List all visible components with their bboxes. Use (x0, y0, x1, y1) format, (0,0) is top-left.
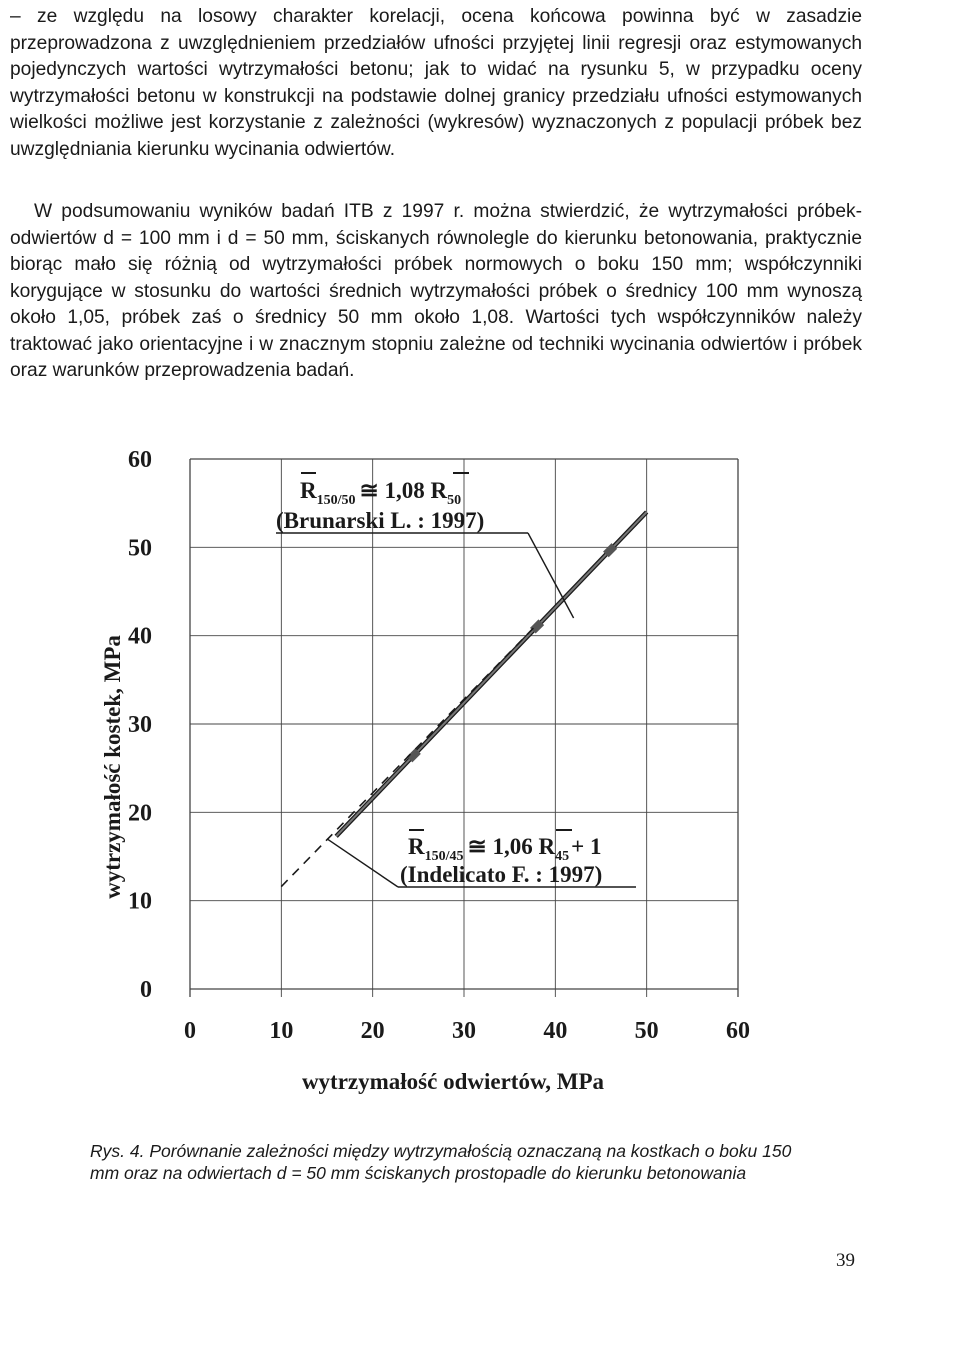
paragraph-1: – ze względu na losowy charakter korelacji, ocena końcowa powinna być w zasadzie przeprowadzona z uwzględnieniem przedziałów ufności przyjętej linii regresji oraz estymowanych pojedynczych wartości wytrzymałości betonu; jak to widać na rysunku 5, w przypadku oceny wytrzymałości betonu w konstrukcji na podstawie dolnej granicy przedziału ufności estymowanych wielkości możliwe jest korzystanie z zależności (wykresów) wyznaczonych z populacji próbek bez uwzględniania kierunku wycinania odwiertów. (10, 6, 862, 160)
chart-grid (190, 459, 738, 997)
y-axis-title: wytrzymałość kostek, MPa (100, 635, 125, 899)
x-tick-label: 40 (543, 1018, 568, 1044)
leader-line-brunarski (528, 533, 574, 618)
x-tick-label: 30 (452, 1018, 476, 1044)
x-tick-label: 10 (269, 1018, 294, 1044)
y-tick-label: 10 (128, 888, 152, 915)
y-tick-label: 50 (128, 535, 152, 562)
y-tick-label: 40 (128, 623, 152, 650)
x-axis-title: wytrzymałość odwiertów, MPa (301, 1069, 605, 1094)
leader-line-indelicato (327, 839, 398, 887)
x-tick-label: 0 (184, 1018, 196, 1044)
page-number: 39 (836, 1250, 855, 1271)
annotation-brunarski-source: (Brunarski L. : 1997) (276, 508, 485, 533)
series-line-brunarski-core (336, 512, 647, 836)
x-tick-label: 20 (360, 1018, 385, 1044)
annotation-brunarski-formula: $R_{150/50}$ ≅ 1,08 $R_{50}$ (300, 478, 462, 508)
figure-chart (80, 430, 800, 1100)
y-tick-labels (128, 447, 152, 1003)
x-tick-label: 60 (726, 1018, 750, 1044)
figure-caption: Rys. 4. Porównanie zależności między wytrzymałością oznaczaną na kostkach o boku 150 mm oraz na odwiertach d = 50 mm ściskanych prostopadle do kierunku betonowania (90, 1140, 792, 1183)
y-tick-label: 0 (140, 977, 152, 1003)
annotation-indelicato-formula: $R_{150/45}$ ≅ 1,06 $R_{45}+ 1$ (408, 834, 602, 864)
y-tick-label: 20 (128, 800, 152, 827)
x-tick-label: 50 (634, 1018, 659, 1044)
y-tick-label: 60 (128, 447, 152, 473)
y-tick-label: 30 (128, 712, 152, 738)
paragraph-2: W podsumowaniu wyników badań ITB z 1997 r. można stwierdzić, że wytrzymałości próbek-odwiertów d = 100 mm i d = 50 mm, ściskanych równolegle do kierunku betonowania, praktycznie biorąc mało się różnią od wytrzymałości próbek normowych o boku 150 mm; współczynniki korygujące w stosunku do wartości średnich wytrzymałości próbek o średnicy 100 mm wynoszą około 1,05, próbek zaś o średnicy 50 mm około 1,08. Wartości tych współczynników należy traktować jako orientacyjne i w znacznym stopniu zależne od techniki wycinania odwiertów i próbek oraz warunków przeprowadzenia badań. (10, 201, 862, 381)
annotation-indelicato-source: (Indelicato F. : 1997) (400, 862, 603, 887)
x-tick-labels (184, 1018, 750, 1044)
